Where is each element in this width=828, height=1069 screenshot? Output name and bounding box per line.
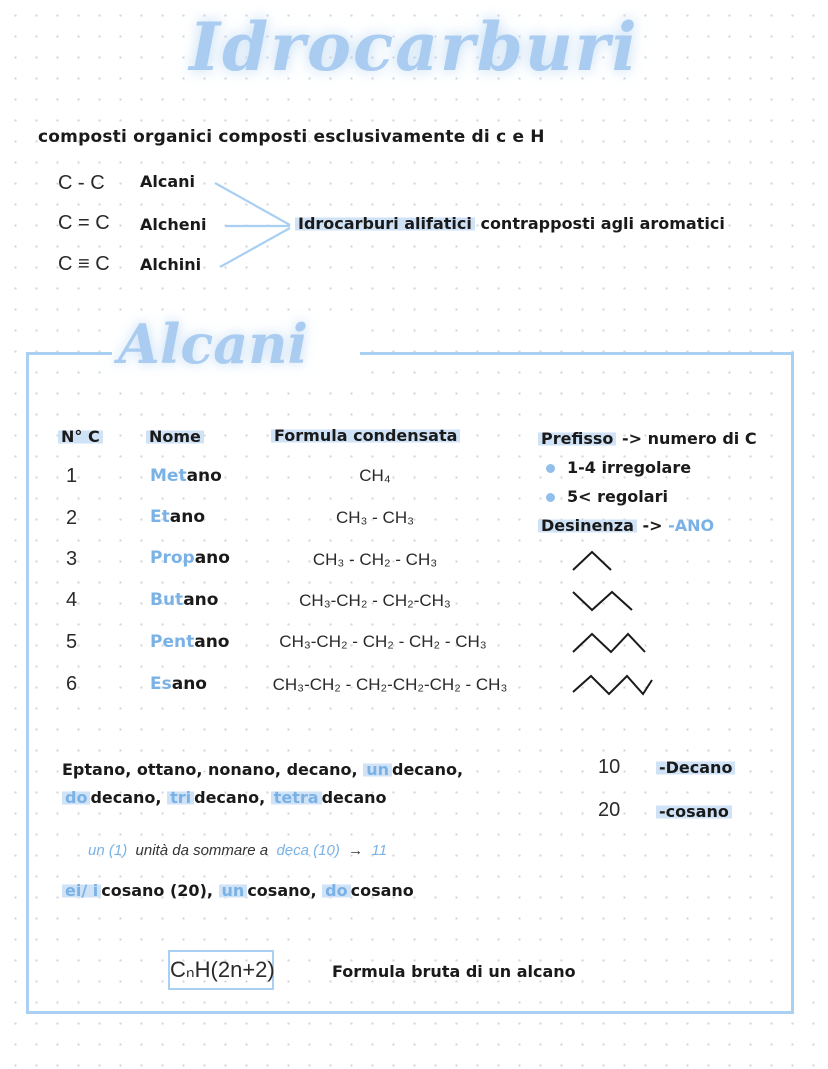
prefix-item: 5< regolari — [546, 487, 668, 506]
row-formula: CH₄ — [359, 466, 391, 485]
row-num: 3 — [66, 548, 78, 570]
row-name: Metano — [150, 466, 222, 486]
bond-double: C = C — [58, 212, 110, 234]
intro-text: composti organici composti esclusivamente di c e H — [38, 127, 545, 147]
unit-note: un (1) unità da sommare a deca (10) → 11 — [88, 842, 388, 859]
row-name: Esano — [150, 674, 207, 694]
row-num: 1 — [66, 465, 78, 487]
suffix-value: -cosano — [656, 802, 732, 821]
row-num: 5 — [66, 631, 78, 653]
header-num: N° C — [58, 427, 103, 446]
label-alchini: Alchini — [140, 255, 202, 274]
row-name: Propano — [150, 548, 230, 568]
row-formula: CH₃-CH₂ - CH₂ - CH₂ - CH₃ — [279, 632, 487, 651]
suffix-note: Desinenza -> -ANO — [538, 516, 714, 535]
section-title: Alcani — [118, 312, 309, 376]
row-name: Pentano — [150, 632, 230, 652]
label-alcani: Alcani — [140, 172, 196, 191]
row-num: 4 — [66, 589, 78, 611]
row-formula: CH₃-CH₂ - CH₂-CH₃ — [299, 591, 451, 610]
row-num: 6 — [66, 673, 78, 695]
aliphatic-note — [295, 214, 725, 233]
row-name: Butano — [150, 590, 219, 610]
more-names-line2: do decano, tri decano, tetra decano — [62, 788, 387, 807]
row-formula: CH₃ - CH₂ - CH₃ — [312, 550, 438, 569]
bond-single: C - C — [58, 172, 105, 194]
row-name: Etano — [150, 507, 206, 527]
suffix-num: 10 — [598, 756, 621, 778]
row-formula: CH₃-CH₂ - CH₂-CH₂-CH₂ - CH₃ — [272, 675, 508, 694]
prefix-note: Prefisso -> numero di C — [538, 429, 757, 448]
suffix-value: -Decano — [656, 758, 735, 777]
aliphatic-highlight: Idrocarburi alifatici — [295, 214, 475, 233]
row-num: 2 — [66, 507, 78, 529]
brute-formula-box: CₙH(2n+2) — [168, 950, 274, 990]
suffix-num: 20 — [598, 799, 621, 821]
header-formula: Formula condensata — [271, 426, 460, 445]
bond-triple: C ≡ C — [58, 253, 110, 275]
cosano-line: ei/ i cosano (20), un cosano, do cosano — [62, 881, 414, 900]
more-names-line1: Eptano, ottano, nonano, decano, un decano, — [62, 760, 464, 779]
brute-formula-label: Formula bruta di un alcano — [332, 962, 576, 981]
aliphatic-rest: contrapposti agli aromatici — [480, 214, 725, 233]
prefix-item: 1-4 irregolare — [546, 458, 691, 477]
page-title: Idrocarburi — [189, 8, 639, 86]
label-alcheni: Alcheni — [140, 215, 207, 234]
header-name: Nome — [146, 427, 204, 446]
row-formula: CH₃ - CH₃ — [335, 508, 415, 527]
